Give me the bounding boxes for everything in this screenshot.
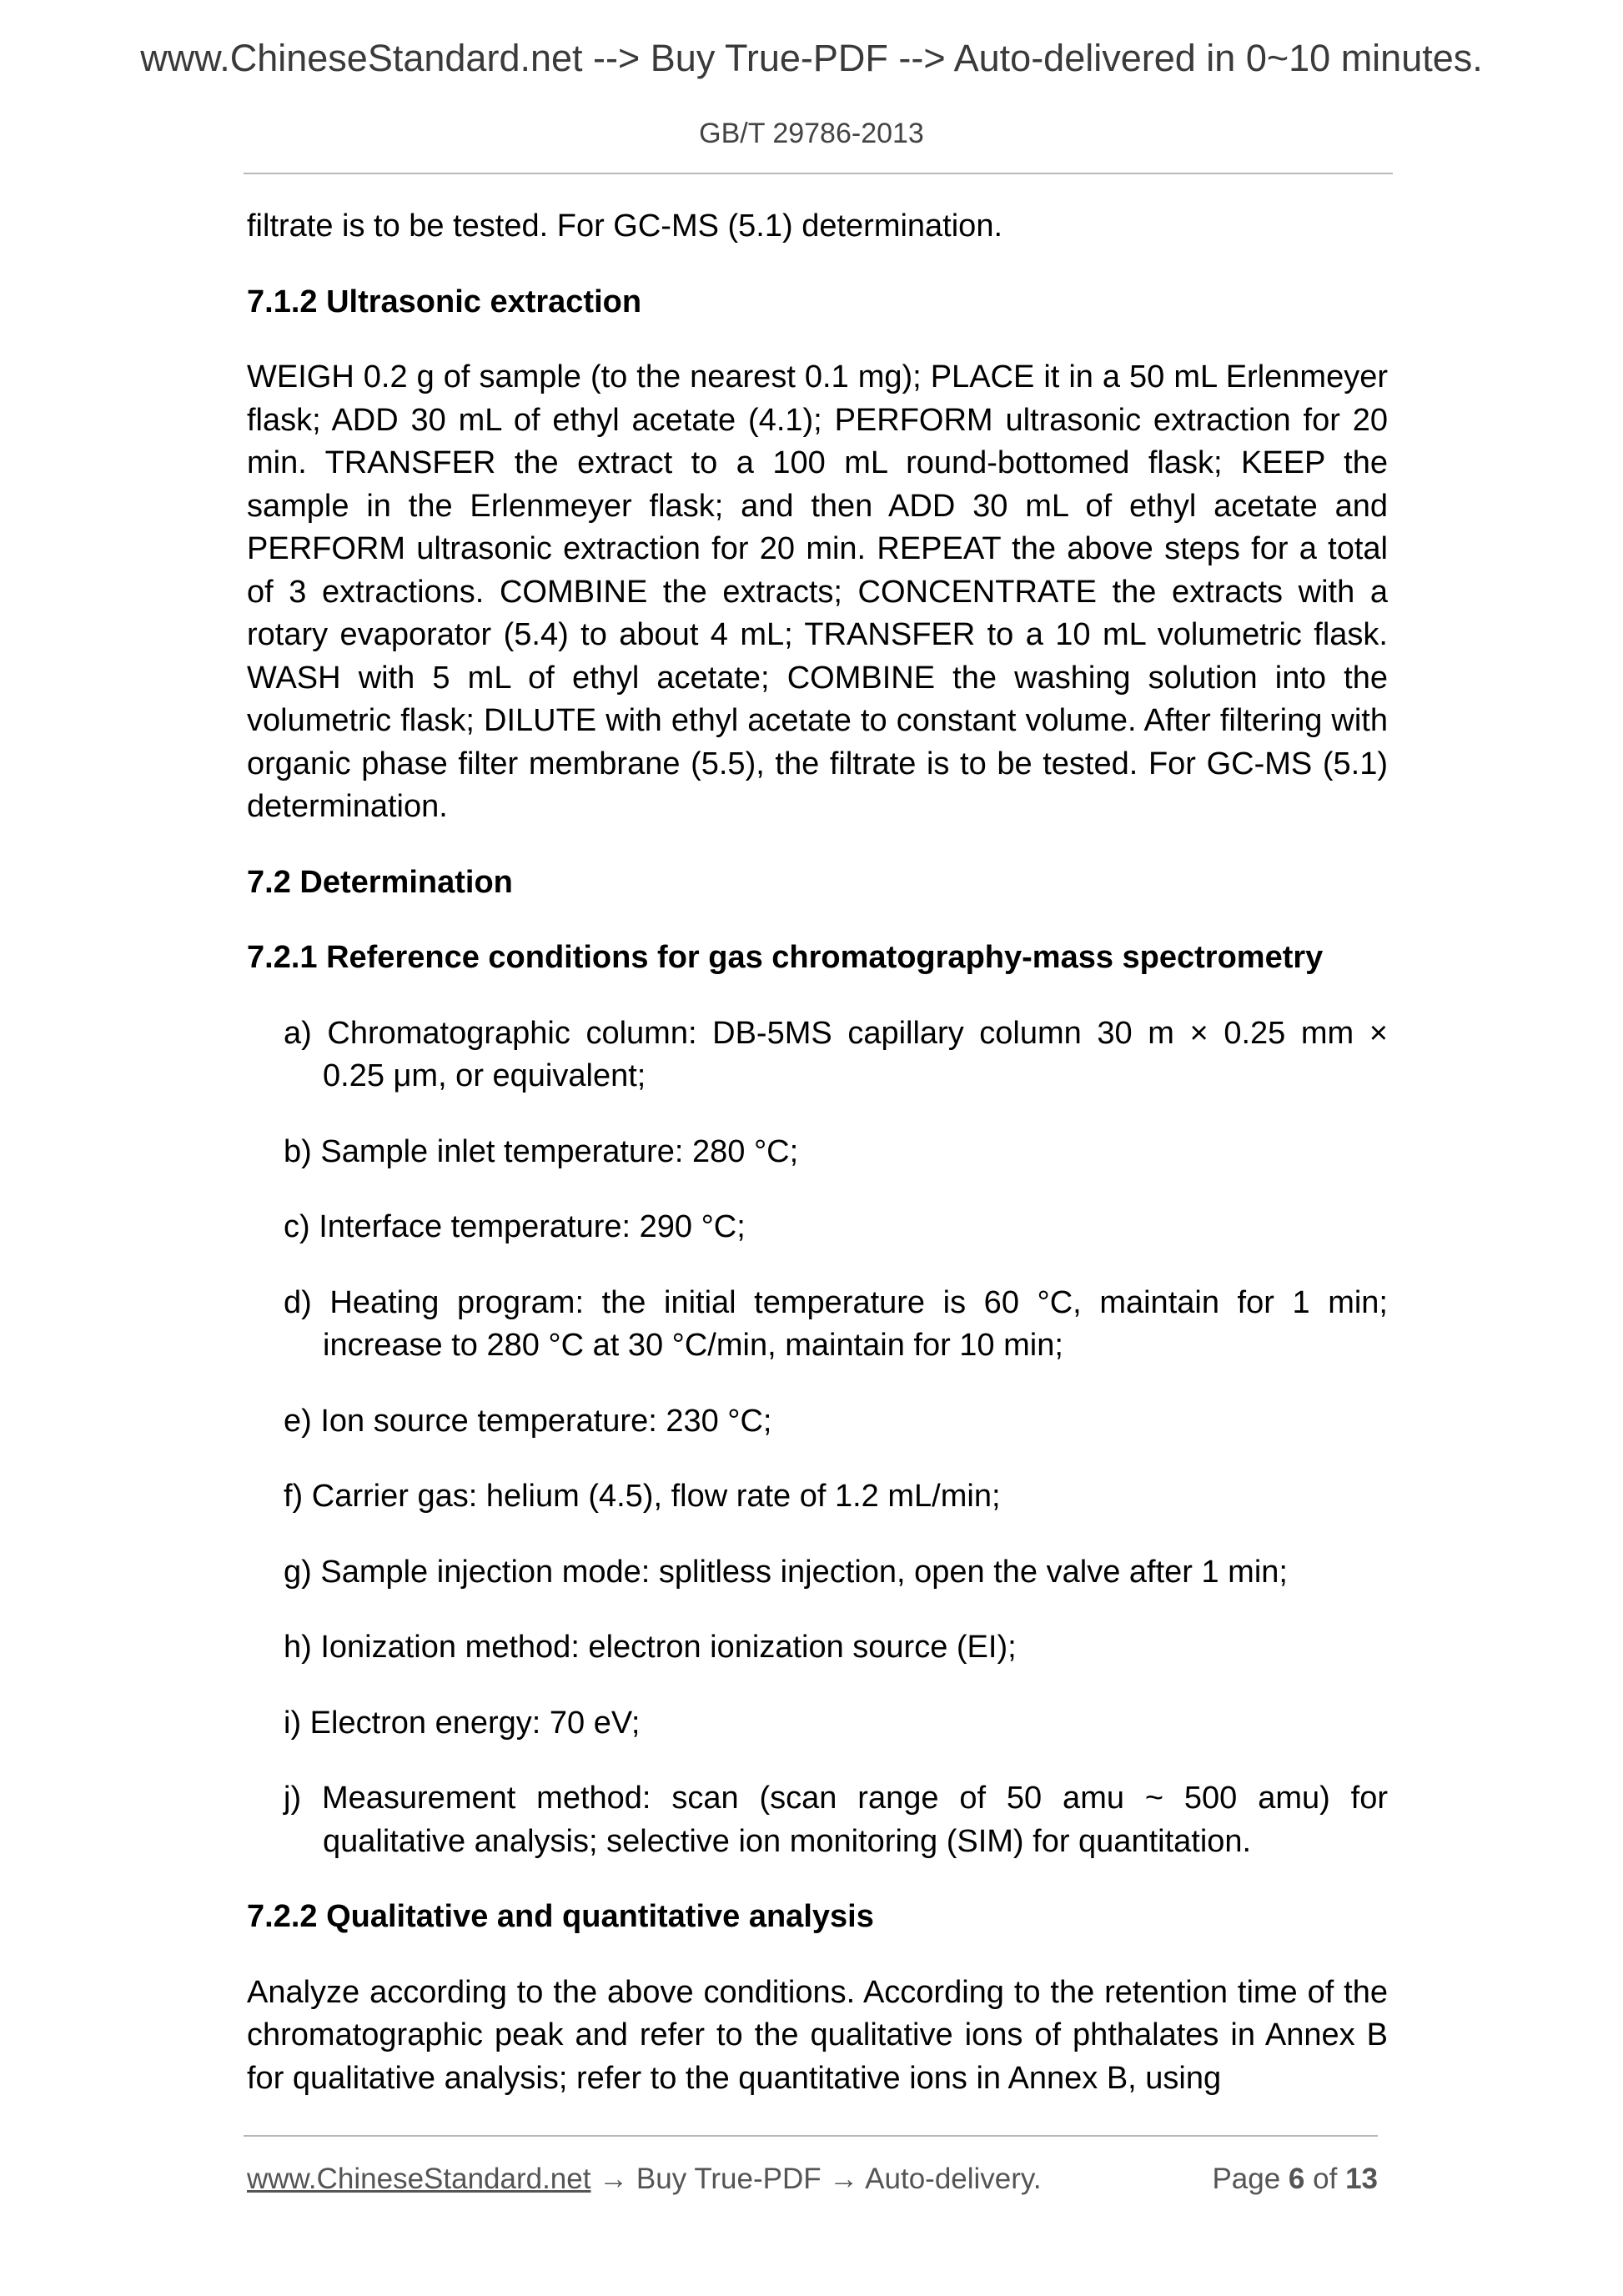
page-footer xyxy=(247,2158,1378,2200)
footer-divider xyxy=(244,2135,1378,2137)
list-item-line: g) Sample injection mode: splitless injection, open the valve after 1 min; xyxy=(284,1554,1288,1590)
list-item xyxy=(284,1702,1388,1746)
intro-line: filtrate is to be tested. For GC-MS (5.1) determination. xyxy=(247,208,1003,244)
list-item-line: j) Measurement method: scan (scan range of 50 amu ~ 500 amu) for xyxy=(284,1781,1388,1816)
section-7-1-2-paragraph: WEIGH 0.2 g of sample (to the nearest 0.1 mg); PLACE it in a 50 mL Erlenmeyer flask; ADD 30 mL of ethyl acetate (4.1); PERFORM ultrasonic extraction for 20 min. TRANSFER the extract to a 100 mL round-bottomed flask; KEEP the sample in the Erlenmeyer flask; and then ADD 30 mL of ethyl acetate and PERFORM ultrasonic extraction for 20 min. REPEAT the above steps for a total of 3 extractions. COMBINE the extracts; CONCENTRATE the extracts with a rotary evaporator (5.4) to about 4 mL; TRANSFER to a 10 mL volumetric flask. WASH with 5 mL of ethyl acetate; COMBINE the washing solution into the volumetric flask; DILUTE with ethyl acetate to constant volume. After filtering with organic phase filter membrane (5.5), the filtrate is to be tested. For GC-MS (5.1) determination. xyxy=(247,359,1388,824)
footer-promo xyxy=(247,2158,1042,2200)
list-item xyxy=(284,1131,1388,1174)
list-item xyxy=(284,1475,1388,1519)
section-7-1-2-heading: 7.1.2 Ultrasonic extraction xyxy=(247,284,642,319)
list-item xyxy=(284,1626,1388,1670)
list-item-line: i) Electron energy: 70 eV; xyxy=(284,1705,641,1741)
list-item-line: f) Carrier gas: helium (4.5), flow rate of 1.2 mL/min; xyxy=(284,1479,1001,1514)
list-item xyxy=(284,1282,1388,1368)
header-divider xyxy=(244,173,1393,174)
list-item-line: d) Heating program: the initial temperature is 60 °C, maintain for 1 min; xyxy=(284,1284,1388,1320)
list-item xyxy=(284,1551,1388,1595)
list-item-line: h) Ionization method: electron ionization source (EI); xyxy=(284,1630,1017,1665)
list-item-continuation: qualitative analysis; selective ion monitoring (SIM) for quantitation. xyxy=(323,1823,1252,1859)
page-indicator xyxy=(1212,2158,1378,2200)
list-item-line: e) Ion source temperature: 230 °C; xyxy=(284,1403,772,1439)
standard-number: GB/T 29786-2013 xyxy=(699,118,924,149)
conditions-list xyxy=(247,1012,1388,1864)
document-body xyxy=(247,205,1388,2100)
footer-site-link[interactable]: www.ChineseStandard.net xyxy=(247,2163,591,2195)
list-item-continuation: increase to 280 °C at 30 °C/min, maintain for 10 min; xyxy=(323,1328,1063,1363)
list-item-line: c) Interface temperature: 290 °C; xyxy=(284,1209,746,1244)
site-banner: www.ChineseStandard.net --> Buy True-PDF --> Auto-delivered in 0~10 minutes. xyxy=(140,37,1483,79)
list-item xyxy=(284,1777,1388,1863)
page-total: 13 xyxy=(1345,2163,1378,2195)
section-7-2-2-heading: 7.2.2 Qualitative and quantitative analysis xyxy=(247,1899,874,1934)
list-item xyxy=(284,1206,1388,1249)
footer-promo-text: → Buy True-PDF → Auto-delivery. xyxy=(590,2163,1042,2195)
list-item-line: b) Sample inlet temperature: 280 °C; xyxy=(284,1133,799,1169)
list-item xyxy=(284,1400,1388,1444)
page-of-label: of xyxy=(1313,2163,1338,2195)
page-label: Page xyxy=(1212,2163,1281,2195)
section-7-2-heading: 7.2 Determination xyxy=(247,864,513,900)
list-item-continuation: 0.25 μm, or equivalent; xyxy=(323,1058,646,1093)
list-item xyxy=(284,1012,1388,1098)
list-item-line: a) Chromatographic column: DB-5MS capillary column 30 m × 0.25 mm × xyxy=(284,1015,1388,1051)
section-7-2-1-heading: 7.2.1 Reference conditions for gas chromatography-mass spectrometry xyxy=(247,940,1324,975)
page-current: 6 xyxy=(1288,2163,1305,2195)
section-7-2-2-paragraph: Analyze according to the above conditions. According to the retention time of the chromatographic peak and refer to the qualitative ions of phthalates in Annex B for qualitative analysis; refer to the quantitative ions in Annex B, using xyxy=(247,1974,1388,2096)
